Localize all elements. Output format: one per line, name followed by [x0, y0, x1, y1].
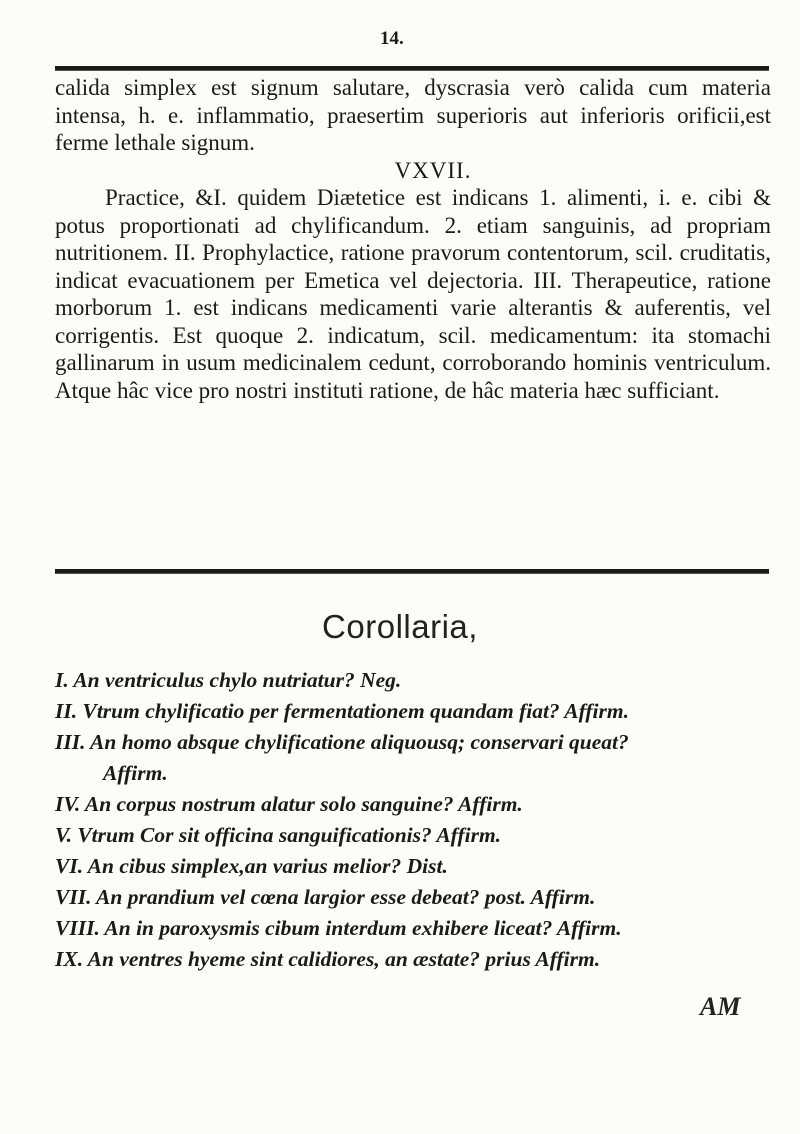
paragraph-2: Practice, &I. quidem Diætetice est indicans 1. alimenti, i. e. cibi & potus proportionati ad chylificandum. 2. etiam sanguinis, ad propriam nutritionem. II. Prophylactice, ratione pravorum contentorum, scil. cruditatis, indicat evacuationem per Emetica vel dejectoria. III. Therapeutice, ratione morborum 1. est indicans medicamenti varie alterantis & auferentis, vel corrigentis. Est quoque 2. indicatum, scil. medicamentum: ita stomachi gallinarum in usum medicinalem cedunt, corroborando hominis ventriculum. Atque hâc vice pro nostri instituti ratione, de hâc materia hæc sufficiant. — [55, 185, 771, 403]
corollary-5: V. Vtrum Cor sit officina sanguificationis? Affirm. — [55, 823, 502, 847]
page-number: 14. — [380, 28, 404, 49]
corollary-1: I. An ventriculus chylo nutriatur? Neg. — [55, 668, 402, 692]
corollaria-list — [55, 665, 771, 975]
corollary-6: VI. An cibus simplex,an varius melior? Dist. — [55, 854, 448, 878]
paragraph-1: calida simplex est signum salutare, dyscrasia verò calida cum materia intensa, h. e. inflammatio, praesertim superioris aut inferioris orificii,est ferme lethale signum. — [55, 75, 771, 155]
corollary-3-answer: Affirm. — [103, 761, 168, 785]
top-rule — [55, 66, 769, 71]
section-divider — [55, 569, 769, 574]
section-number: VXVII. — [394, 157, 472, 183]
main-text-block — [55, 74, 771, 404]
corollary-9: IX. An ventres hyeme sint calidiores, an æstate? prius Affirm. — [55, 947, 601, 971]
corollary-2: II. Vtrum chylificatio per fermentationem quandam fiat? Affirm. — [55, 699, 629, 723]
corollaria-title: Corollaria, — [322, 608, 478, 645]
corollary-3: III. An homo absque chylificatione aliquousq; conservari queat? — [55, 730, 629, 754]
corollary-4: IV. An corpus nostrum alatur solo sanguine? Affirm. — [55, 792, 523, 816]
corollary-8: VIII. An in paroxysmis cibum interdum exhibere liceat? Affirm. — [55, 916, 622, 940]
corollary-7: VII. An prandium vel cœna largior esse debeat? post. Affirm. — [55, 885, 596, 909]
end-ornament: AM — [700, 992, 741, 1021]
